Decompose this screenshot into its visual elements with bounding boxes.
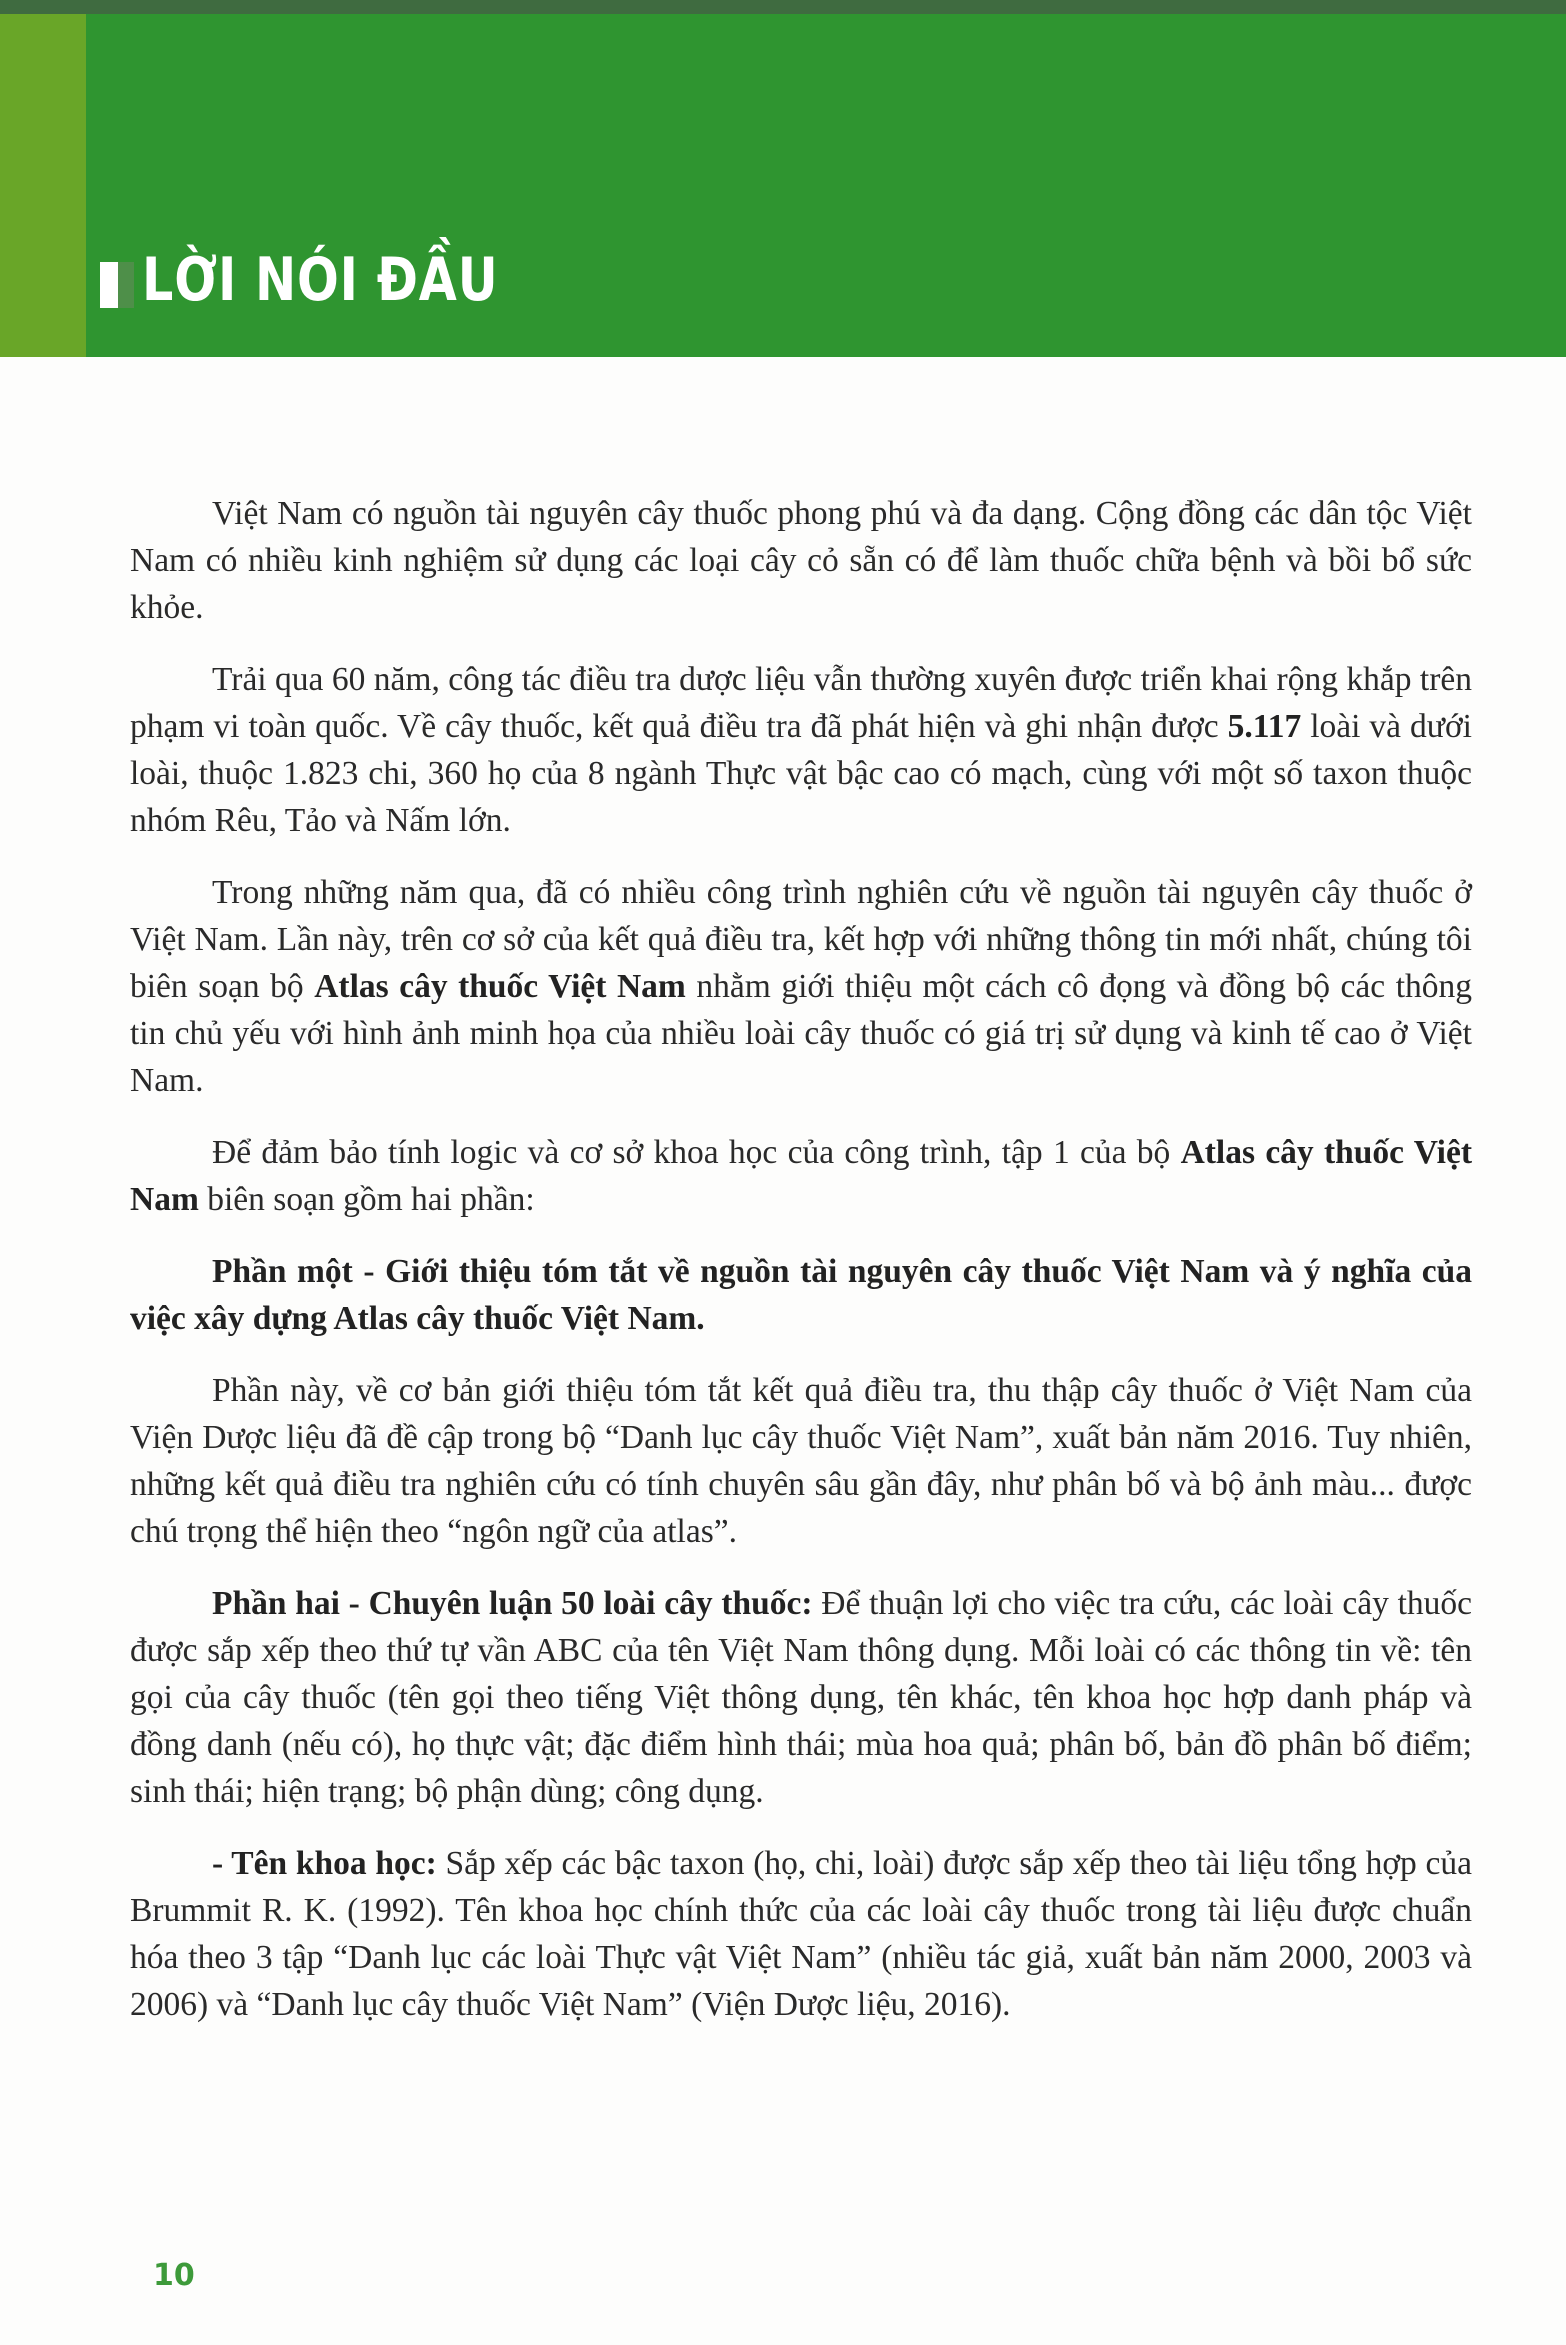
bold-book-title: Atlas cây thuốc Việt Nam	[130, 1134, 1472, 1218]
page-title: LỜI NÓI ĐẦU	[142, 245, 499, 315]
paragraph-text: Trải qua 60 năm, công tác điều tra dược liệu vẫn thường xuyên được triển khai rộng khắp trên phạm vi toàn quốc. Về cây thuốc, kết quả điều tra đã phát hiện và ghi nhận được	[130, 661, 1472, 745]
paragraph	[130, 656, 1472, 844]
paragraph-text: Phần này, về cơ bản giới thiệu tóm tắt kết quả điều tra, thu thập cây thuốc ở Việt Nam của Viện Dược liệu đã đề cập trong bộ “Danh lục cây thuốc Việt Nam”, xuất bản năm 2016. Tuy nhiên, những kết quả điều tra nghiên cứu có tính chuyên sâu gần đây, như phân bố và bộ ảnh màu... được chú trọng thể hiện theo “ngôn ngữ của atlas”.	[130, 1372, 1472, 1550]
bold-scientific-name-label: - Tên khoa học:	[212, 1845, 437, 1882]
paragraph	[130, 1580, 1472, 1815]
header-side-strip	[0, 14, 86, 357]
bold-book-title: Atlas cây thuốc Việt Nam	[314, 968, 686, 1005]
paragraph-text: loài và dưới loài, thuộc 1.823 chi, 360 họ của 8 ngành Thực vật bậc cao có mạch, cùng với một số taxon thuộc nhóm Rêu, Tảo và Nấm lớn.	[130, 708, 1472, 839]
paragraph	[130, 1129, 1472, 1223]
bold-species-count: 5.117	[1227, 708, 1302, 745]
paragraph-text: Để thuận lợi cho việc tra cứu, các loài cây thuốc được sắp xếp theo thứ tự vần ABC của tên Việt Nam thông dụng. Mỗi loài có các thông tin về: tên gọi của cây thuốc (tên gọi theo tiếng Việt thông dụng, tên khác, tên khoa học hợp danh pháp và đồng danh (nếu có), họ thực vật; đặc điểm hình thái; mùa hoa quả; phân bố, bản đồ phân bố điểm; sinh thái; hiện trạng; bộ phận dùng; công dụng.	[130, 1585, 1472, 1810]
paragraph-text: nhằm giới thiệu một cách cô đọng và đồng bộ các thông tin chủ yếu với hình ảnh minh họa của nhiều loài cây thuốc có giá trị sử dụng và kinh tế cao ở Việt Nam.	[130, 968, 1472, 1099]
paragraph-text: Để đảm bảo tính logic và cơ sở khoa học của công trình, tập 1 của bộ	[212, 1134, 1181, 1171]
bold-heading-part-two: Phần hai - Chuyên luận 50 loài cây thuốc:	[212, 1585, 813, 1622]
paragraph	[130, 1840, 1472, 2028]
paragraph-text: Sắp xếp các bậc taxon (họ, chi, loài) được sắp xếp theo tài liệu tổng hợp của Brummit R. K. (1992). Tên khoa học chính thức của các loài cây thuốc trong tài liệu được chuẩn hóa theo 3 tập “Danh lục các loài Thực vật Việt Nam” (nhiều tác giả, xuất bản năm 2000, 2003 và 2006) và “Danh lục cây thuốc Việt Nam” (Viện Dược liệu, 2016).	[130, 1845, 1472, 2023]
title-bullet-white-square	[100, 262, 118, 308]
paragraph	[130, 869, 1472, 1104]
paragraph-text: Việt Nam có nguồn tài nguyên cây thuốc phong phú và đa dạng. Cộng đồng các dân tộc Việt Nam có nhiều kinh nghiệm sử dụng các loại cây cỏ sẵn có để làm thuốc chữa bệnh và bồi bổ sức khỏe.	[130, 495, 1472, 626]
title-block	[100, 245, 577, 315]
paragraph	[130, 1367, 1472, 1555]
paragraph	[130, 490, 1472, 631]
page-number: 10	[153, 2258, 195, 2293]
paragraph-text: biên soạn gồm hai phần:	[198, 1181, 535, 1218]
body-text	[130, 490, 1472, 2053]
section-heading-part-one	[130, 1248, 1472, 1342]
paragraph-text: Trong những năm qua, đã có nhiều công trình nghiên cứu về nguồn tài nguyên cây thuốc ở Việt Nam. Lần này, trên cơ sở của kết quả điều tra, kết hợp với những thông tin mới nhất, chúng tôi biên soạn bộ	[130, 874, 1472, 1005]
bold-heading-text: Phần một - Giới thiệu tóm tắt về nguồn tài nguyên cây thuốc Việt Nam và ý nghĩa của việc xây dựng Atlas cây thuốc Việt Nam.	[130, 1253, 1472, 1337]
title-bullet-dark-square	[118, 262, 134, 308]
page-top-edge	[0, 0, 1566, 14]
